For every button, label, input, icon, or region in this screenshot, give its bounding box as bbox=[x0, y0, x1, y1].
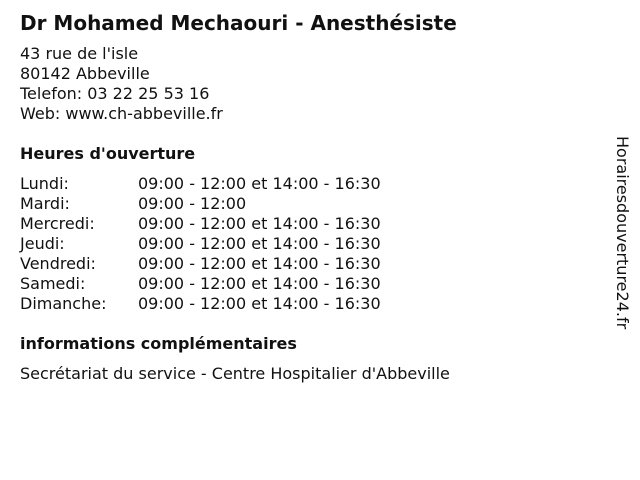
hours-time: 09:00 - 12:00 et 14:00 - 16:30 bbox=[138, 234, 381, 253]
address-street: 43 rue de l'isle bbox=[20, 44, 139, 63]
hours-day: Lundi: bbox=[20, 174, 69, 193]
hours-time: 09:00 - 12:00 et 14:00 - 16:30 bbox=[138, 254, 381, 273]
address-phone: Telefon: 03 22 25 53 16 bbox=[20, 84, 210, 103]
page-title: Dr Mohamed Mechaouri - Anesthésiste bbox=[20, 11, 457, 35]
hours-row bbox=[20, 254, 381, 274]
hours-row bbox=[20, 294, 381, 314]
hours-day: Samedi: bbox=[20, 274, 86, 293]
info-heading: informations complémentaires bbox=[20, 334, 297, 353]
hours-row bbox=[20, 214, 381, 234]
hours-day: Jeudi: bbox=[20, 234, 65, 253]
hours-day: Vendredi: bbox=[20, 254, 96, 273]
hours-day: Mercredi: bbox=[20, 214, 95, 233]
hours-row bbox=[20, 174, 381, 194]
hours-row bbox=[20, 234, 381, 254]
hours-table bbox=[20, 174, 381, 314]
address-web: Web: www.ch-abbeville.fr bbox=[20, 104, 223, 123]
hours-time: 09:00 - 12:00 et 14:00 - 16:30 bbox=[138, 274, 381, 293]
hours-day: Dimanche: bbox=[20, 294, 107, 313]
address-block bbox=[20, 44, 223, 124]
hours-time: 09:00 - 12:00 et 14:00 - 16:30 bbox=[138, 294, 381, 313]
hours-heading: Heures d'ouverture bbox=[20, 144, 196, 163]
address-city: 80142 Abbeville bbox=[20, 64, 150, 83]
hours-time: 09:00 - 12:00 bbox=[138, 194, 247, 213]
hours-time: 09:00 - 12:00 et 14:00 - 16:30 bbox=[138, 174, 381, 193]
hours-row bbox=[20, 274, 381, 294]
hours-day: Mardi: bbox=[20, 194, 70, 213]
info-text: Secrétariat du service - Centre Hospitalier d'Abbeville bbox=[20, 364, 450, 383]
hours-time: 09:00 - 12:00 et 14:00 - 16:30 bbox=[138, 214, 381, 233]
hours-row bbox=[20, 194, 381, 214]
site-watermark: Horairesdouverture24.fr bbox=[613, 136, 632, 330]
